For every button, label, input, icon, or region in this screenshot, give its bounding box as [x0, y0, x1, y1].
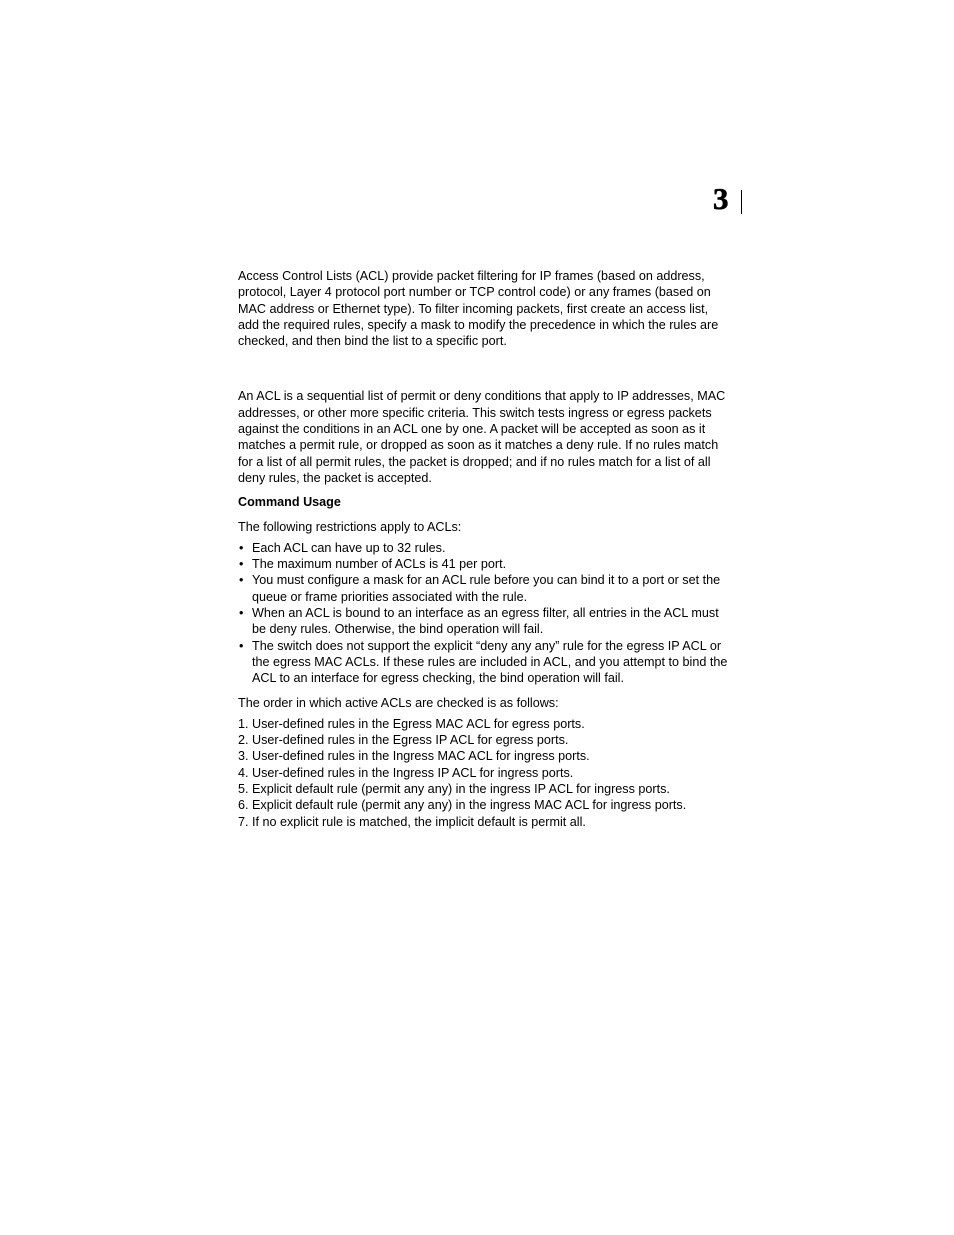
bullet-glyph: • — [239, 606, 244, 621]
order-list — [238, 716, 730, 830]
list-item-text: You must configure a mask for an ACL rule before you can bind it to a port or set the queue or frame priorities associated with the rule. — [252, 573, 721, 604]
chapter-rule — [741, 190, 742, 214]
list-item: 5. Explicit default rule (permit any any) in the ingress IP ACL for ingress ports. — [238, 782, 670, 797]
list-item — [238, 605, 730, 638]
list-item: 7. If no explicit rule is matched, the implicit default is permit all. — [238, 814, 586, 829]
list-item: 6. Explicit default rule (permit any any) in the ingress MAC ACL for ingress ports. — [238, 798, 687, 813]
bullet-glyph: • — [239, 557, 244, 572]
command-usage-heading: Command Usage — [238, 495, 341, 510]
list-item-text: The maximum number of ACLs is 41 per port. — [252, 557, 507, 572]
list-item — [238, 638, 730, 687]
list-item-text: Each ACL can have up to 32 rules. — [252, 540, 446, 555]
list-item-text: The switch does not support the explicit “deny any any” rule for the egress IP ACL or the egress MAC ACLs. If these rules are included in ACL, and you attempt to bind the ACL to an interface for egress checking, the bind operation will fail. — [252, 638, 728, 686]
list-item — [238, 556, 730, 572]
order-intro: The order in which active ACLs are checked is as follows: — [238, 695, 559, 710]
chapter-marker — [713, 181, 745, 216]
bullet-glyph: • — [239, 573, 244, 588]
list-item: 1. User-defined rules in the Egress MAC ACL for egress ports. — [238, 716, 585, 731]
restrictions-intro: The following restrictions apply to ACLs: — [238, 519, 462, 534]
chapter-number: 3 — [713, 181, 729, 216]
list-item: 2. User-defined rules in the Egress IP ACL for egress ports. — [238, 733, 569, 748]
intro-paragraph: Access Control Lists (ACL) provide packet filtering for IP frames (based on address, protocol, Layer 4 protocol port number or TCP control code) or any frames (based on MAC address or Ethernet type). To filter incoming packets, first create an access list, add the required rules, specify a mask to modify the precedence in which the rules are checked, and then bind the list to a specific port. — [238, 269, 719, 349]
list-item: 4. User-defined rules in the Ingress IP ACL for ingress ports. — [238, 765, 574, 780]
restrictions-list — [238, 540, 730, 687]
bullet-glyph: • — [239, 638, 244, 653]
list-item: 3. User-defined rules in the Ingress MAC ACL for ingress ports. — [238, 749, 590, 764]
list-item — [238, 540, 730, 556]
acl-definition-paragraph: An ACL is a sequential list of permit or deny conditions that apply to IP addresses, MAC addresses, or other more specific criteria. This switch tests ingress or egress packets against the conditions in an ACL one by one. A packet will be accepted as soon as it matches a permit rule, or dropped as soon as it matches a deny rule. If no rules match for a list of all permit rules, the packet is dropped; and if no rules match for a list of all deny rules, the packet is accepted. — [238, 389, 726, 485]
list-item — [238, 572, 730, 605]
list-item-text: When an ACL is bound to an interface as an egress filter, all entries in the ACL must be deny rules. Otherwise, the bind operation will fail. — [252, 606, 719, 637]
document-body — [238, 268, 730, 830]
bullet-glyph: • — [239, 540, 244, 555]
